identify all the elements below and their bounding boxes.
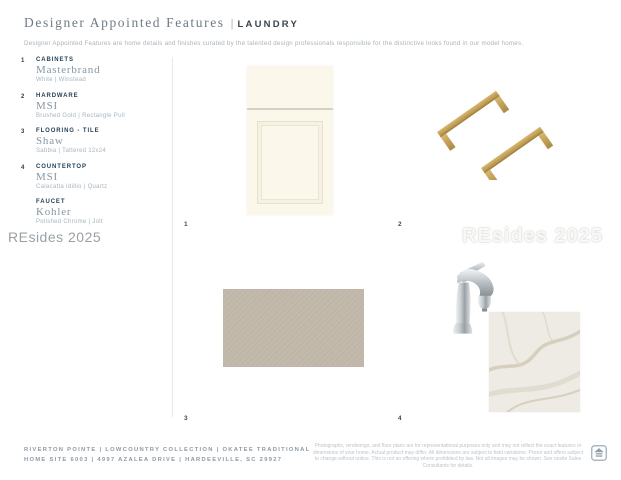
feature-category: FAUCET [36,199,66,205]
page-title [24,14,523,32]
feature-item-faucet [21,199,171,225]
feature-detail: Brushed Gold | Rectangle Pull [36,112,125,119]
gold-rectangle-pulls-image [429,78,555,180]
gallery-label-2: 2 [398,221,402,228]
cabinet-door-sample-image [247,66,333,215]
feature-detail: White | Winstead [36,77,87,83]
feature-category: HARDWARE [36,92,79,99]
gallery-label-1: 1 [184,221,188,228]
feature-item-countertop [21,164,171,190]
feature-item-cabinets [21,57,171,83]
watermark-left: REsides 2025 [8,229,102,245]
footer-disclaimer: Photographs, renderings, and floor plans are for representational purposes only and may not reflect the exact features or dimensions of your home. Actual product may differ. All dimensions are subject to field variations. Prices and offers subject to change without notice. This is not an offering where prohibited by law. Not all images may be shown. See onsite Sales Consultants for details. [312,443,584,469]
title-separator: | [230,18,234,30]
feature-detail: Polished Chrome | Jolt [36,219,103,225]
feature-brand: Shaw [36,135,64,147]
feature-brand: Masterbrand [36,64,101,76]
feature-category: FLOORING - TILE [36,128,100,134]
cabinet-drawer-front [247,66,333,110]
feature-detail: Calacatta Idillio | Quartz [36,183,108,190]
subtitle: Designer Appointed Features are home details and finishes curated by the talented design professionals responsible for the distinctive looks found in our model homes. [24,40,524,47]
tile-sample-image [223,289,364,367]
feature-list [21,57,171,235]
cabinet-door-panel [257,121,323,204]
vertical-divider [172,57,173,417]
feature-detail: Sabbia | Tattered 12x24 [36,148,107,154]
title-room-name: LAUNDRY [237,19,300,30]
feature-number: 4 [21,164,25,171]
feature-number: 3 [21,129,25,135]
countertop-sample-image [489,312,580,412]
gallery-label-3: 3 [184,415,188,422]
title-text: Designer Appointed Features [24,15,225,30]
feature-number: 1 [21,58,25,64]
feature-brand: Kohler [36,206,72,218]
equal-housing-icon [591,445,607,461]
feature-category: COUNTERTOP [36,163,87,170]
feature-category: CABINETS [36,57,74,63]
cabinet-door-front [247,112,333,215]
feature-item-flooring [21,128,171,154]
feature-number: 2 [21,93,25,100]
watermark-right: REsides 2025 [462,225,603,247]
gallery-label-4: 4 [398,415,402,422]
footer-line-2: HOME SITE 6003 | 4997 AZALEA DRIVE | HARDEEVILLE, SC 29927 [24,456,283,463]
feature-item-hardware [21,93,171,119]
footer-community-info [24,447,311,466]
feature-brand: MSI [36,170,58,183]
feature-brand: MSI [36,99,58,112]
footer-line-1: RIVERTON POINTE | LOWCOUNTRY COLLECTION | OKATEE TRADITIONAL [24,447,311,453]
header [24,14,523,47]
